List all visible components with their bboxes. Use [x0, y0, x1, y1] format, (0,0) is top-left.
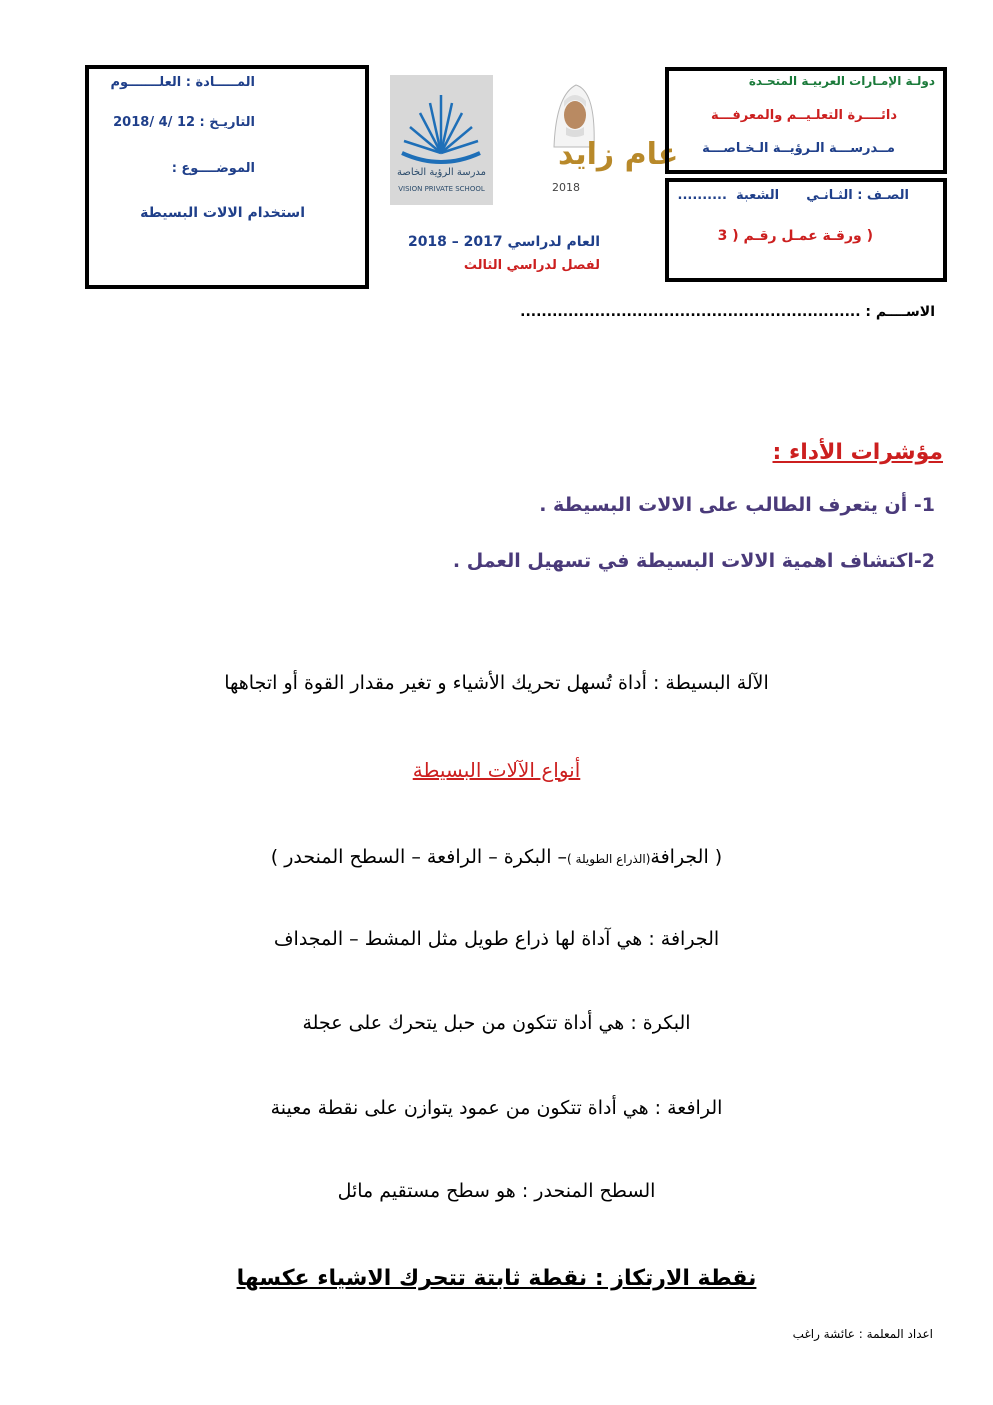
types-list-small: (الذراع الطويلة )	[567, 852, 651, 866]
worksheet-number: ( ورقـة عمـل رقـم ( 3	[717, 228, 873, 244]
semester: لفصل لدراسي الثالث	[463, 258, 600, 273]
shovel-definition: الجرافة : هي آداة لها ذراع طويل مثل المشط – المجداف	[273, 928, 720, 950]
vision-school-logo	[390, 75, 493, 205]
department-line: دائــــرة التعلـيــم والمعرفـــة	[711, 108, 897, 123]
topic-label: الموضــــوع :	[171, 161, 255, 176]
school-line: مــدرســـة الـرؤيــة الـخـاصـــة	[702, 141, 895, 156]
ministry-box	[665, 67, 947, 174]
pulley-definition: البكرة : هي أداة تتكون من حبل يتحرك على عجلة	[302, 1012, 691, 1034]
incline-definition: السطح المنحدر : هو سطح مستقيم مائل	[337, 1180, 656, 1202]
prepared-by: اعداد المعلمة : عائشة راغب	[792, 1327, 933, 1341]
indicator-item: 1- أن يتعرف الطالب على الالات البسيطة .	[539, 494, 935, 516]
class-box	[665, 178, 947, 282]
student-name-row	[520, 304, 935, 320]
indicator-item: 2-اكتشاف اهمية الالات البسيطة في تسهيل العمل .	[452, 550, 935, 572]
zayed-logo-text: عام زايد	[558, 137, 679, 172]
date-line: التاريـخ : 12 /4 /2018	[113, 115, 255, 130]
types-list-rest: – البكرة – الرافعة – السطح المنحدر )	[270, 846, 568, 868]
class-line: الصـف : الثـانـي الشعبة ..........	[677, 188, 909, 203]
country-line: دولـة الإمـارات العربيـة المتحـدة	[748, 74, 935, 88]
subject-box	[85, 65, 369, 289]
indicators-title: مؤشرات الأداء :	[772, 440, 943, 465]
types-list-open: ( الجرافة	[650, 846, 723, 868]
types-list	[0, 846, 993, 868]
vision-logo-english: VISION PRIVATE SCHOOL	[398, 185, 485, 193]
lever-definition: الرافعة : هي أداة تتكون من عمود يتوازن على نقطة معينة	[270, 1097, 723, 1119]
zayed-logo-year: 2018	[552, 181, 580, 194]
vision-logo-arabic: مدرسة الرؤية الخاصة	[396, 167, 487, 178]
simple-machine-definition: الآلة البسيطة : أداة تُسهل تحريك الأشياء و تغير مقدار القوة أو اتجاهها	[224, 672, 769, 694]
fulcrum-definition: نقطة الارتكاز : نقطة ثابتة تتحرك الاشياء عكسها	[236, 1266, 757, 1291]
name-field[interactable]: ................................................................	[520, 304, 861, 320]
types-title: أنواع الآلات البسيطة	[412, 758, 581, 782]
academic-year: العام لدراسي 2017 – 2018	[407, 234, 600, 250]
subject-line: المـــــادة : العلـــــــوم	[110, 75, 255, 90]
topic-value: استخدام الالات البسيطة	[140, 205, 305, 221]
name-label: الاســــم :	[865, 304, 935, 320]
zayed-year-logo	[540, 75, 679, 200]
